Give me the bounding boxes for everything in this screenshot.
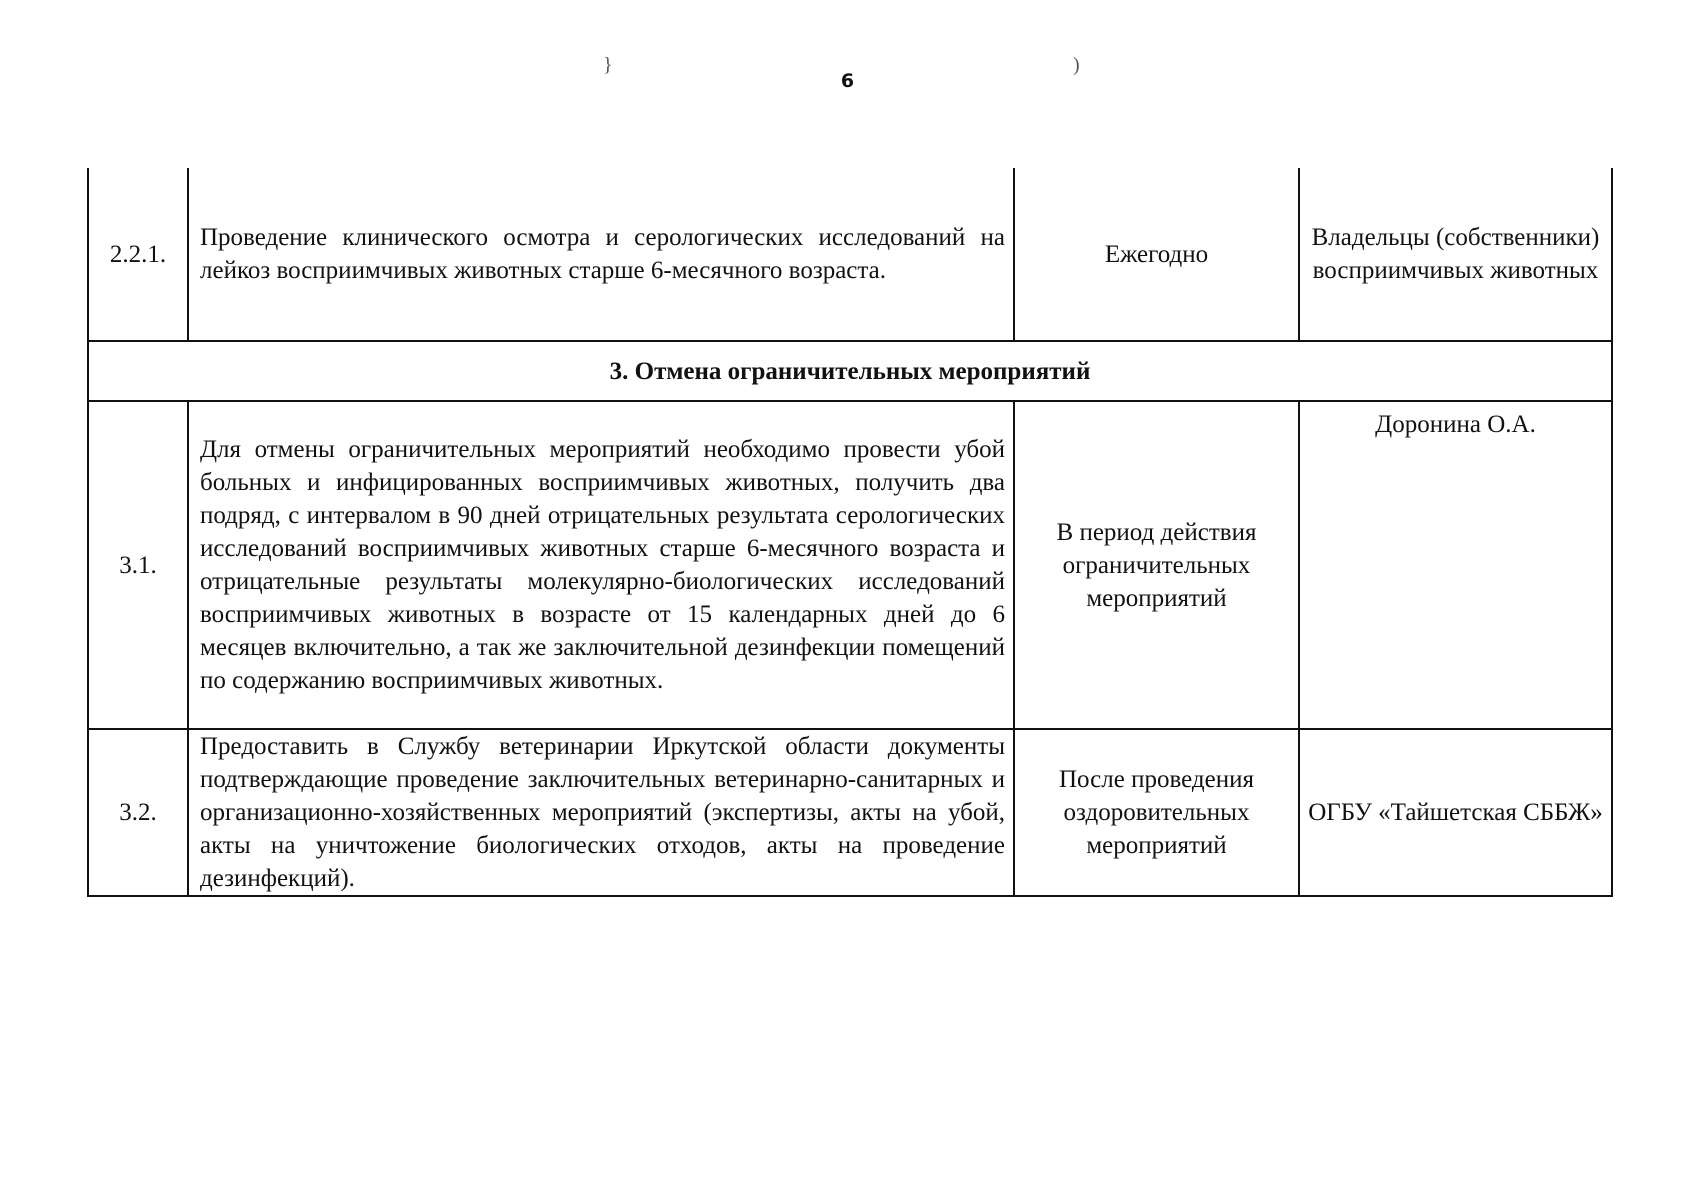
page-number: 6 xyxy=(840,70,855,92)
measure-responsible: Владельцы (собственники) восприимчивых животных xyxy=(1299,168,1612,341)
measure-text: Проведение клинического осмотра и серологических исследований на лейкоз восприимчивых животных старше 6-месячного возраста. xyxy=(188,168,1014,341)
table-row xyxy=(88,168,1612,341)
row-number: 3.1. xyxy=(88,401,188,729)
scan-mark-right: ) xyxy=(1073,54,1080,76)
scan-mark-left: } xyxy=(603,54,613,76)
measure-term: После проведения оздоровительных мероприятий xyxy=(1014,729,1299,896)
measure-responsible: Доронина О.А. xyxy=(1299,401,1612,729)
row-number: 3.2. xyxy=(88,729,188,896)
measure-text: Предоставить в Службу ветеринарии Иркутской области документы подтверждающие проведение заключительных ветеринарно-санитарных и организационно-хозяйственных мероприятий (экспертизы, акты на убой, акты на уничтожение биологических отходов, акты на проведение дезинфекций). xyxy=(188,729,1014,896)
measures-table xyxy=(87,168,1613,897)
table-row xyxy=(88,729,1612,896)
table-row xyxy=(88,401,1612,729)
measure-term: Ежегодно xyxy=(1014,168,1299,341)
section-header-row xyxy=(88,341,1612,401)
row-number: 2.2.1. xyxy=(88,168,188,341)
measure-text: Для отмены ограничительных мероприятий необходимо провести убой больных и инфицированных восприимчивых животных, получить два подряд, с интервалом в 90 дней отрицательных результата серологических исследований восприимчивых животных старше 6-месячного возраста и отрицательные результаты молекулярно-биологических исследований восприимчивых животных в возрасте от 15 календарных дней до 6 месяцев включительно, а так же заключительной дезинфекции помещений по содержанию восприимчивых животных. xyxy=(188,401,1014,729)
measure-responsible: ОГБУ «Тайшетская СББЖ» xyxy=(1299,729,1612,896)
section-title: 3. Отмена ограничительных мероприятий xyxy=(88,341,1612,401)
measure-term: В период действия ограничительных мероприятий xyxy=(1014,401,1299,729)
